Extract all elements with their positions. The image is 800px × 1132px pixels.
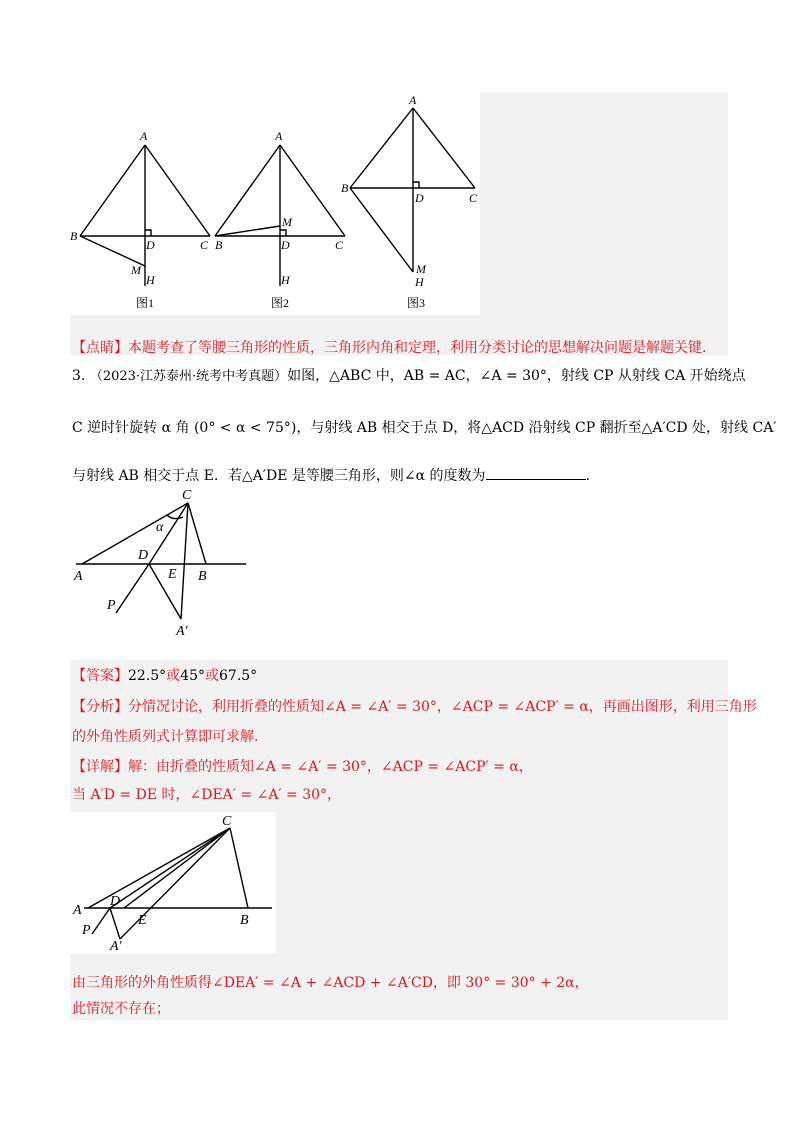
analysis-line-2 bbox=[72, 727, 258, 747]
fig3-caption: 图3 bbox=[407, 296, 426, 310]
answer-or-1: 或 bbox=[166, 668, 181, 684]
after-line-1 bbox=[72, 973, 589, 993]
question-text-2: C 逆时针旋转 α 角 (0° < α < 75°)，与射线 AB 相交于点 D，将△ACD 沿射线 CP 翻折至△A′CD 处，射线 CA′ bbox=[72, 420, 777, 436]
figure-3 bbox=[350, 108, 475, 272]
fig2-label-a: A bbox=[275, 129, 283, 143]
fig3-label-b: B bbox=[341, 181, 349, 195]
dianjing-line bbox=[72, 338, 706, 358]
question-text-3: 与射线 AB 相交于点 E．若△A′DE 是等腰三角形，则∠α 的度数为 bbox=[72, 468, 486, 484]
figure-1 bbox=[80, 145, 210, 286]
dfig-label-e: E bbox=[138, 913, 147, 928]
fig3-label-c: C bbox=[469, 191, 478, 205]
fig3-label-d: D bbox=[415, 191, 424, 205]
fig1-label-d: D bbox=[146, 238, 155, 252]
fig3-label-h: H bbox=[415, 275, 424, 289]
after-line-2 bbox=[72, 999, 170, 1019]
qfig-label-p: P bbox=[107, 598, 116, 613]
qfig-label-e: E bbox=[168, 567, 177, 582]
question-line-2 bbox=[72, 418, 777, 438]
top-figures bbox=[60, 90, 490, 320]
fig1-label-c: C bbox=[200, 238, 209, 252]
fig2-label-b: B bbox=[215, 238, 223, 252]
analysis-text-1: 分情况讨论，利用折叠的性质知∠A = ∠A′ = 30°，∠ACP = ∠ACP′ = α，再画出图形，利用三角形 bbox=[128, 699, 757, 715]
question-line-3 bbox=[72, 466, 590, 486]
detail-text-1: 解：由折叠的性质知∠A = ∠A′ = 30°，∠ACP = ∠ACP′ = α， bbox=[128, 759, 533, 775]
dianjing-tag: 【点睛】 bbox=[72, 340, 128, 356]
fig2-label-m: M bbox=[282, 215, 292, 229]
dfig-label-a-prime: A′ bbox=[110, 939, 122, 954]
analysis-text-2: 的外角性质列式计算即可求解. bbox=[72, 729, 259, 745]
fig2-caption: 图2 bbox=[271, 296, 290, 310]
fig2-label-d: D bbox=[281, 238, 290, 252]
answer-value-1: 22.5° bbox=[128, 668, 167, 684]
qfig-label-c: C bbox=[182, 488, 192, 503]
analysis-line-1 bbox=[72, 697, 757, 717]
after-text-1: 由三角形的外角性质得∠DEA′ = ∠A + ∠ACD + ∠A′CD，即 30° = 30° + 2α， bbox=[72, 975, 589, 991]
figure-2 bbox=[215, 145, 345, 286]
dianjing-text: 本题考查了等腰三角形的性质，三角形内角和定理，利用分类讨论的思想解决问题是解题关键. bbox=[128, 340, 707, 356]
answer-blank bbox=[486, 467, 586, 480]
answer-or-2: 或 bbox=[205, 668, 219, 684]
qfig-label-alpha: α bbox=[156, 520, 164, 535]
fig2-label-c: C bbox=[335, 238, 344, 252]
fig1-label-m: M bbox=[131, 263, 141, 277]
question-line-1 bbox=[72, 366, 746, 387]
detail-figure bbox=[70, 812, 276, 954]
question-text-1: 如图，△ABC 中，AB = AC，∠A = 30°，射线 CP 从射线 CA 开始绕点 bbox=[287, 368, 746, 384]
fig3-label-a: A bbox=[409, 93, 417, 107]
answer-value-3: 67.5° bbox=[219, 668, 258, 684]
detail-line-2 bbox=[72, 785, 341, 805]
answer-tag: 【答案】 bbox=[72, 668, 128, 684]
answer-line bbox=[72, 666, 257, 686]
after-text-2: 此情况不存在； bbox=[72, 1001, 170, 1017]
qfig-label-b: B bbox=[198, 569, 207, 584]
dfig-label-p: P bbox=[82, 923, 91, 938]
qfig-label-a: A bbox=[74, 569, 83, 584]
dfig-label-c: C bbox=[222, 814, 232, 829]
detail-tag: 【详解】 bbox=[72, 759, 128, 775]
dfig-label-a: A bbox=[73, 903, 82, 918]
question-number: 3. bbox=[72, 368, 86, 384]
figure-panel-bg bbox=[480, 93, 728, 315]
qfig-label-a-prime: A′ bbox=[176, 624, 188, 639]
qfig-label-d: D bbox=[138, 548, 149, 563]
fig2-label-h: H bbox=[281, 273, 290, 287]
answer-value-2: 45° bbox=[180, 668, 205, 684]
fig1-label-a: A bbox=[140, 129, 148, 143]
question-source: （2023·江苏泰州·统考中考真题） bbox=[89, 369, 288, 384]
question-figure bbox=[70, 485, 260, 645]
fig1-label-h: H bbox=[146, 273, 155, 287]
question-end: . bbox=[585, 468, 591, 484]
detail-text-2: 当 A′D = DE 时，∠DEA′ = ∠A′ = 30°， bbox=[72, 787, 342, 803]
fig3-label-m: M bbox=[416, 262, 426, 276]
fig1-caption: 图1 bbox=[136, 296, 155, 310]
analysis-tag: 【分析】 bbox=[72, 699, 128, 715]
dfig-label-b: B bbox=[240, 913, 249, 928]
detail-line-1 bbox=[72, 757, 533, 777]
fig1-label-b: B bbox=[70, 229, 78, 243]
dfig-label-d: D bbox=[110, 894, 121, 909]
